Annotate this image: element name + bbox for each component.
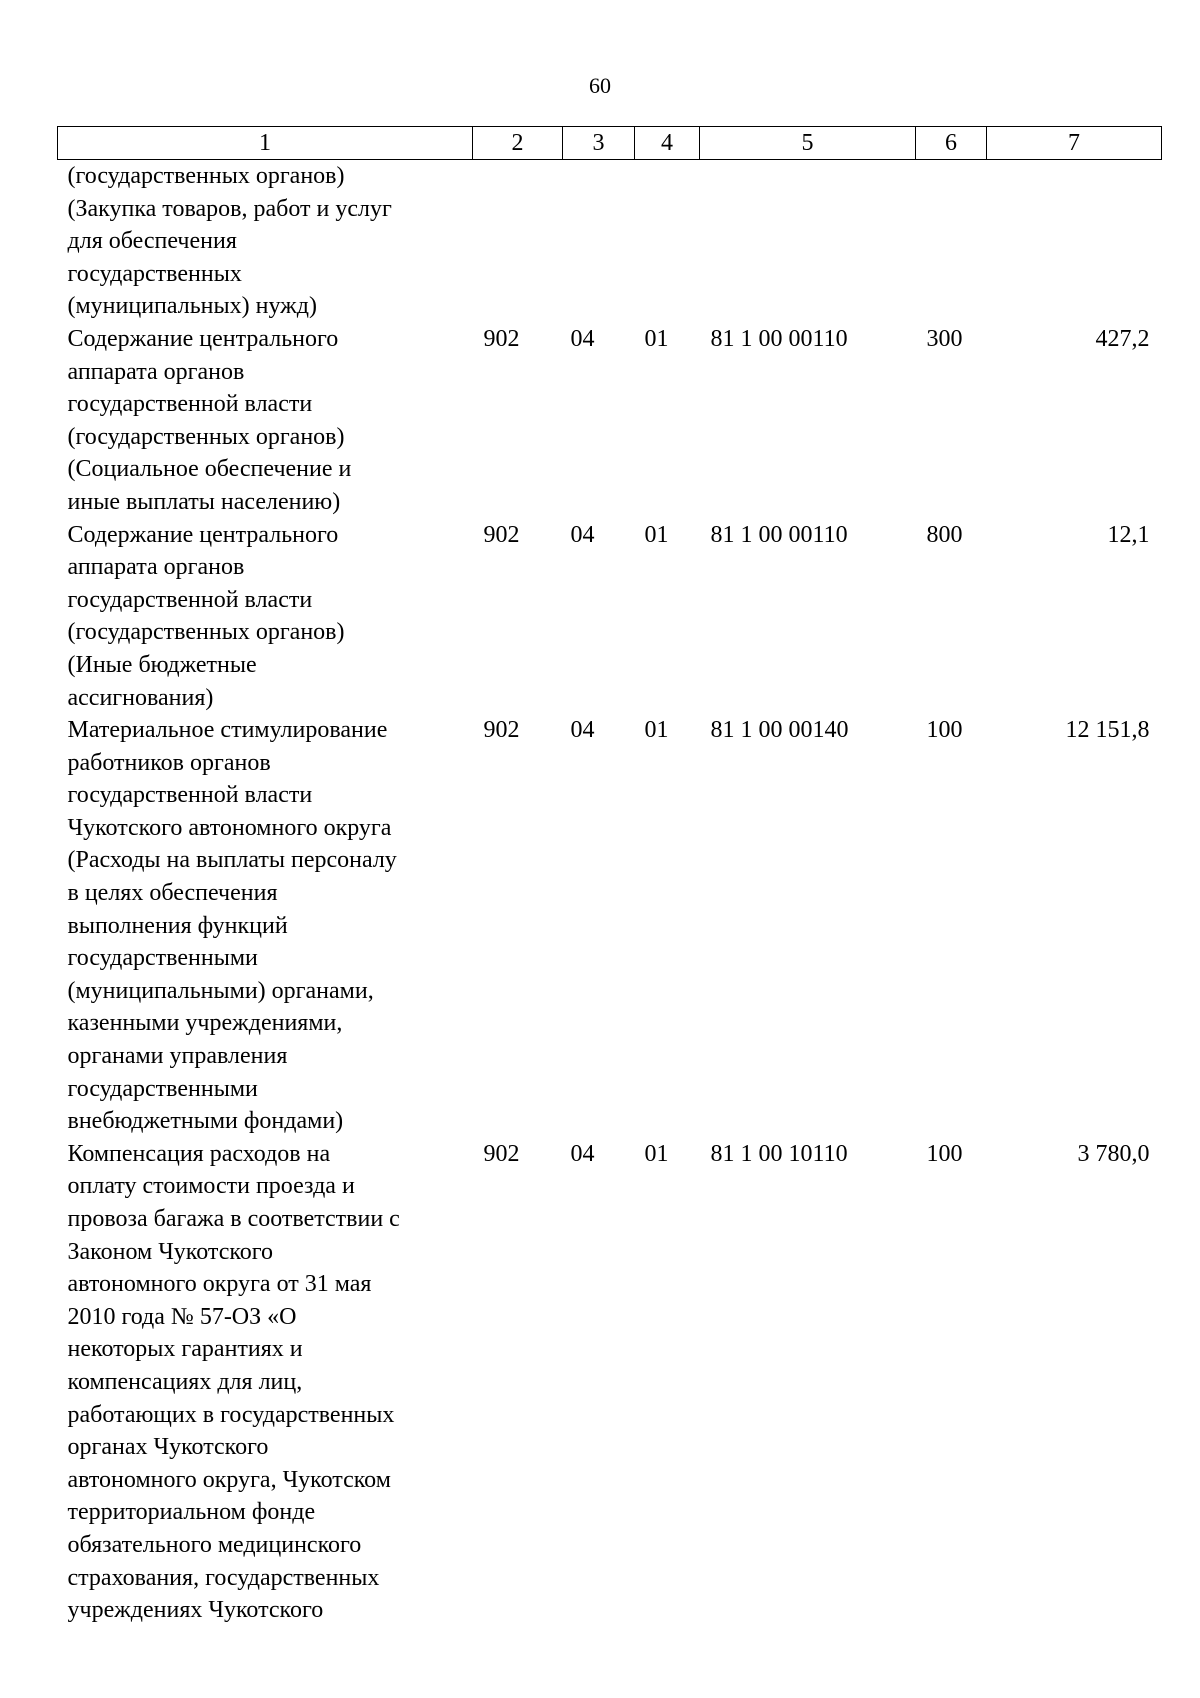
row-subsection: 01 [644, 521, 669, 548]
row-subsection: 01 [644, 1140, 669, 1167]
row-amount: 3 780,0 [1077, 1140, 1150, 1167]
row-amount: 12 151,8 [1065, 717, 1150, 744]
row-amount: 427,2 [1095, 325, 1150, 352]
table-header [58, 127, 1162, 160]
row-admin-code: 902 [483, 1140, 520, 1167]
row-section: 04 [570, 717, 595, 744]
row-expense-type: 100 [926, 1140, 963, 1167]
row-section: 04 [570, 325, 595, 352]
column-header-1: 1 [58, 127, 473, 160]
row-expense-type: 800 [926, 521, 963, 548]
row-name: Содержание центрального аппарата органов государственной власти (государственных органов) (Иные бюджетные ассигнования) [67, 521, 345, 711]
row-admin-code [473, 160, 563, 323]
table-row [58, 714, 1162, 1138]
row-section: 04 [570, 1140, 595, 1167]
row-admin-code: 902 [483, 325, 520, 352]
row-subsection: 01 [644, 717, 669, 744]
table-row [58, 160, 1162, 323]
table-body [58, 160, 1162, 1627]
row-amount [987, 160, 1162, 323]
row-admin-code: 902 [483, 717, 520, 744]
row-expense-type: 100 [926, 717, 963, 744]
column-header-5: 5 [700, 127, 916, 160]
row-expense-type: 300 [926, 325, 963, 352]
row-subsection [635, 160, 700, 323]
budget-table [57, 126, 1162, 1627]
column-header-2: 2 [473, 127, 563, 160]
row-name: Материальное стимулирование работников органов государственной власти Чукотского автономного округа (Расходы на выплаты персоналу в целях обеспечения выполнения функций государственными (муниципальными) органами, казенными учреждениями, органами управления государственными внебюджетными фондами) [67, 717, 397, 1135]
row-name: Компенсация расходов на оплату стоимости проезда и провоза багажа в соответствии с Законом Чукотского автономного округа от 31 мая 2010 года № 57-ОЗ «О некоторых гарантиях и компенсациях для лиц, работающих в государственных органах Чукотского автономного округа, Чукотском территориальном фонде обязательного медицинского страхования, государственных учреждениях Чукотского [67, 1140, 400, 1624]
column-header-3: 3 [563, 127, 635, 160]
row-name: (государственных органов) (Закупка товаров, работ и услуг для обеспечения государственных (муниципальных) нужд) [67, 163, 392, 320]
row-expense-type [916, 160, 987, 323]
table-row [58, 323, 1162, 519]
row-target-code: 81 1 00 00110 [710, 325, 848, 352]
row-target-code: 81 1 00 00140 [710, 717, 849, 744]
row-section [563, 160, 635, 323]
column-header-7: 7 [987, 127, 1162, 160]
table-row [58, 1138, 1162, 1627]
row-amount: 12,1 [1107, 521, 1150, 548]
column-header-6: 6 [916, 127, 987, 160]
row-section: 04 [570, 521, 595, 548]
row-admin-code: 902 [483, 521, 520, 548]
row-name: Содержание центрального аппарата органов государственной власти (государственных органов) (Социальное обеспечение и иные выплаты населению) [67, 325, 352, 515]
header-row [58, 127, 1162, 160]
row-target-code [700, 160, 916, 323]
row-subsection: 01 [644, 325, 669, 352]
column-header-4: 4 [635, 127, 700, 160]
table-row [58, 519, 1162, 715]
row-target-code: 81 1 00 10110 [710, 1140, 848, 1167]
page-number: 60 [589, 73, 611, 98]
row-target-code: 81 1 00 00110 [710, 521, 848, 548]
